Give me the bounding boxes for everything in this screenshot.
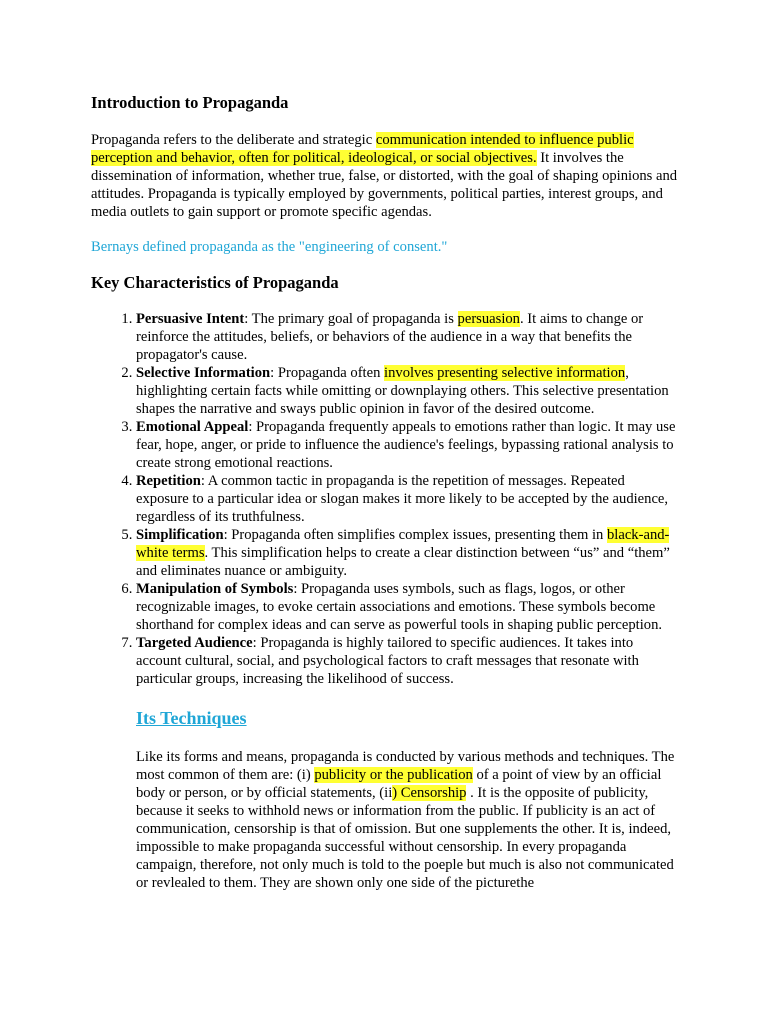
techniques-text-2: of a point of view by an official body or person, or by official statements, (ii bbox=[136, 767, 662, 801]
publicity-highlight: publicity or the publication bbox=[314, 767, 473, 783]
intro-text-start: Propaganda refers to the deliberate and strategic bbox=[91, 132, 376, 148]
item-highlight: involves presenting selective information bbox=[384, 365, 626, 381]
list-item bbox=[136, 526, 681, 580]
characteristics-list bbox=[91, 310, 681, 688]
item-text: : Propaganda often simplifies complex issues, presenting them in bbox=[223, 527, 607, 543]
techniques-text-1: Like its forms and means, propaganda is conducted by various methods and techniques. The most common of them are: (i) bbox=[136, 749, 675, 783]
item-term: Manipulation of Symbols bbox=[136, 581, 294, 597]
item-text-end: , highlighting certain facts while omitting or downplaying others. This selective presentation shapes the narrative and sways public opinion in favor of the desired outcome. bbox=[136, 365, 669, 417]
item-text: : The primary goal of propaganda is bbox=[244, 311, 458, 327]
key-characteristics-heading: Key Characteristics of Propaganda bbox=[91, 273, 339, 292]
item-highlight: black-and-white terms bbox=[136, 527, 670, 561]
list-item bbox=[136, 472, 681, 526]
item-text: : Propaganda uses symbols, such as flags, logos, or other recognizable images, to evoke certain associations and emotions. These symbols become shorthand for complex ideas and can serve as powerful tools in shaping public perception. bbox=[136, 581, 663, 633]
intro-text-end: It involves the dissemination of information, whether true, false, or distorted, with the goal of shaping opinions and attitudes. Propaganda is typically employed by governments, political parties, interest groups, and media outlets to gain support or promote specific agendas. bbox=[91, 150, 678, 220]
item-term: Emotional Appeal bbox=[136, 419, 249, 435]
item-text: : Propaganda is highly tailored to specific audiences. It takes into account cultural, social, and psychological factors to craft messages that resonate with particular groups, increasing the likelihood of success. bbox=[136, 635, 639, 687]
list-item bbox=[136, 310, 681, 364]
techniques-paragraph bbox=[136, 748, 682, 892]
censorship-highlight: ) Censorship bbox=[392, 785, 467, 801]
item-term: Persuasive Intent bbox=[136, 311, 245, 327]
list-item bbox=[136, 634, 681, 688]
item-text: : Propaganda often bbox=[270, 365, 385, 381]
item-term: Selective Information bbox=[136, 365, 271, 381]
item-highlight: persuasion bbox=[457, 311, 520, 327]
page-title: Introduction to Propaganda bbox=[91, 93, 289, 112]
item-term: Repetition bbox=[136, 473, 201, 489]
item-text-end: . This simplification helps to create a clear distinction between “us” and “them” and eliminates nuance or ambiguity. bbox=[136, 545, 670, 579]
item-text: : Propaganda frequently appeals to emotions rather than logic. It may use fear, hope, anger, or pride to influence the audience's feelings, bypassing rational analysis to create strong emotional reactions. bbox=[136, 419, 676, 471]
list-item bbox=[136, 418, 681, 472]
list-item bbox=[136, 364, 681, 418]
list-item bbox=[136, 580, 681, 634]
document-body bbox=[91, 93, 681, 892]
intro-highlight: communication intended to influence public perception and behavior, often for political, ideological, or social objectives. bbox=[91, 132, 634, 166]
techniques-text-3: . It is the opposite of publicity, because it seeks to withhold news or information from the public. If publicity is an act of communication, censorship is that of omission. But one supplements the other. It is, indeed, impossible to make propaganda successful without censorship. In every propaganda campaign, therefore, not only much is told to the poeple but much is also not communicated or revlealed to them. They are shown only one side of the picturethe bbox=[136, 785, 674, 891]
techniques-heading-link[interactable]: Its Techniques bbox=[136, 708, 247, 728]
item-text: : A common tactic in propaganda is the repetition of messages. Repeated exposure to a particular idea or slogan makes it more likely to be accepted by the audience, regardless of its truthfulness. bbox=[136, 473, 669, 525]
bernays-quote: Bernays defined propaganda as the "engineering of consent." bbox=[91, 239, 448, 255]
item-text-end: . It aims to change or reinforce the attitudes, beliefs, or behaviors of the audience in a way that benefits the propagator's cause. bbox=[136, 311, 644, 363]
item-term: Simplification bbox=[136, 527, 224, 543]
intro-paragraph bbox=[91, 131, 681, 221]
item-term: Targeted Audience bbox=[136, 635, 253, 651]
